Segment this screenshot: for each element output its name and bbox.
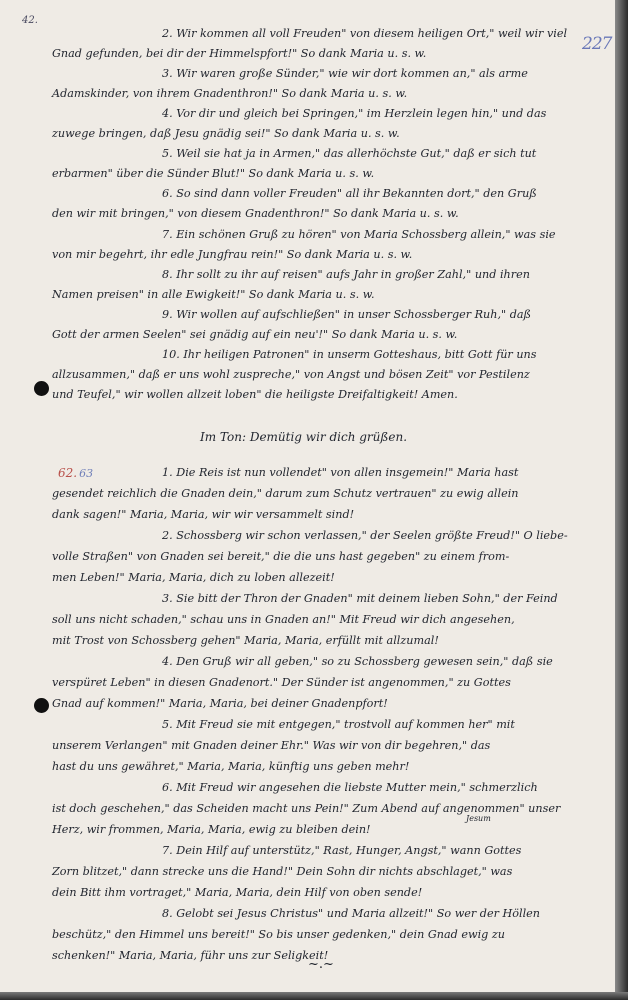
- text-line: Adamskinder, von ihrem Gnadenthron!" So dank Maria u. s. w.: [52, 87, 408, 100]
- text-line: mit Trost von Schossberg gehen" Maria, Maria, erfüllt mit allzumal!: [52, 634, 439, 647]
- corner-reference-number: 42.: [22, 15, 38, 26]
- punch-hole-upper: [34, 381, 49, 396]
- text-line: 1. Die Reis ist nun vollendet" von allen insgemein!" Maria hast: [162, 466, 519, 479]
- text-line: Gnad auf kommen!" Maria, Maria, bei deiner Gnadenpfort!: [52, 697, 388, 710]
- end-flourish: ~.~: [308, 957, 334, 972]
- text-line: 2. Wir kommen all voll Freuden" von diesem heiligen Ort," weil wir viel: [162, 27, 568, 40]
- punch-hole-lower: [34, 698, 49, 713]
- text-line: hast du uns gewähret," Maria, Maria, künftig uns geben mehr!: [52, 760, 410, 773]
- song-heading: Im Ton: Demütig wir dich grüßen.: [200, 430, 408, 444]
- text-line: Namen preisen" in alle Ewigkeit!" So dank Maria u. s. w.: [52, 288, 375, 301]
- text-line: zuwege bringen, daß Jesu gnädig sei!" So dank Maria u. s. w.: [52, 127, 400, 140]
- interlinear-insertion: Jesum: [466, 814, 491, 823]
- text-line: soll uns nicht schaden," schau uns in Gnaden an!" Mit Freud wir dich angesehen,: [52, 613, 515, 626]
- text-line: Gott der armen Seelen" sei gnädig auf ein neu'!" So dank Maria u. s. w.: [52, 328, 458, 341]
- side-number-red: 62.: [58, 466, 78, 480]
- text-line: 6. So sind dann voller Freuden" all ihr Bekannten dort," den Gruß: [162, 187, 537, 200]
- text-line: den wir mit bringen," von diesem Gnadenthron!" So dank Maria u. s. w.: [52, 207, 459, 220]
- text-line: 7. Ein schönen Gruß zu hören" von Maria Schossberg allein," was sie: [162, 228, 556, 241]
- text-line: 5. Mit Freud sie mit entgegen," trostvoll auf kommen her" mit: [162, 718, 515, 731]
- text-line: erbarmen" über die Sünder Blut!" So dank Maria u. s. w.: [52, 167, 375, 180]
- text-line: 3. Wir waren große Sünder," wie wir dort kommen an," als arme: [162, 67, 528, 80]
- text-line: ist doch geschehen," das Scheiden macht uns Pein!" Zum Abend auf angenommen" unser: [52, 802, 561, 815]
- text-line: 4. Vor dir und gleich bei Springen," im Herzlein legen hin," und das: [162, 107, 547, 120]
- text-line: 4. Den Gruß wir all geben," so zu Schossberg gewesen sein," daß sie: [162, 655, 553, 668]
- text-line: Herz, wir frommen, Maria, Maria, ewig zu bleiben dein!: [52, 823, 371, 836]
- text-line: und Teufel," wir wollen allzeit loben" die heiligste Dreifaltigkeit! Amen.: [52, 388, 458, 401]
- text-line: 9. Wir wollen auf aufschließen" in unser Schossberger Ruh," daß: [162, 308, 532, 321]
- text-line: Zorn blitzet," dann strecke uns die Hand!" Dein Sohn dir nichts abschlaget," was: [52, 865, 513, 878]
- text-line: unserem Verlangen" mit Gnaden deiner Ehr." Was wir von dir begehren," das: [52, 739, 491, 752]
- text-line: 8. Ihr sollt zu ihr auf reisen" aufs Jahr in großer Zahl," und ihren: [162, 268, 530, 281]
- text-line: gesendet reichlich die Gnaden dein," darum zum Schutz vertrauen" zu ewig allein: [52, 487, 519, 500]
- text-line: volle Straßen" von Gnaden sei bereit," die die uns hast gegeben" zu einem from-: [52, 550, 510, 563]
- text-line: 8. Gelobt sei Jesus Christus" und Maria allzeit!" So wer der Höllen: [162, 907, 540, 920]
- text-line: dein Bitt ihm vortraget," Maria, Maria, dein Hilf von oben sende!: [52, 886, 423, 899]
- text-line: verspüret Leben" in diesen Gnadenort." Der Sünder ist angenommen," zu Gottes: [52, 676, 511, 689]
- text-line: men Leben!" Maria, Maria, dich zu loben allezeit!: [52, 571, 335, 584]
- text-line: 3. Sie bitt der Thron der Gnaden" mit deinem lieben Sohn," der Feind: [162, 592, 558, 605]
- text-line: schenken!" Maria, Maria, führ uns zur Seligkeit!: [52, 949, 329, 962]
- text-line: 10. Ihr heiligen Patronen" in unserm Gotteshaus, bitt Gott für uns: [162, 348, 537, 361]
- text-line: allzusammen," daß er uns wohl zuspreche," von Angst und bösen Zeit" vor Pestilenz: [52, 368, 530, 381]
- side-number-blue: 63: [79, 467, 94, 480]
- scan-border-bottom: [0, 992, 628, 1000]
- scan-border-right: [615, 0, 628, 1000]
- text-line: 6. Mit Freud wir angesehen die liebste Mutter mein," schmerzlich: [162, 781, 538, 794]
- text-line: 7. Dein Hilf auf unterstütz," Rast, Hunger, Angst," wann Gottes: [162, 844, 522, 857]
- text-line: Gnad gefunden, bei dir der Himmelspfort!" So dank Maria u. s. w.: [52, 47, 427, 60]
- text-line: von mir begehrt, ihr edle Jungfrau rein!" So dank Maria u. s. w.: [52, 248, 413, 261]
- side-numbers: [58, 466, 93, 480]
- text-line: dank sagen!" Maria, Maria, wir wir versammelt sind!: [52, 508, 355, 521]
- folio-number: 227: [582, 34, 612, 54]
- text-line: 2. Schossberg wir schon verlassen," der Seelen größte Freud!" O liebe-: [162, 529, 568, 542]
- text-line: beschütz," den Himmel uns bereit!" So bis unser gedenken," dein Gnad ewig zu: [52, 928, 505, 941]
- text-line: 5. Weil sie hat ja in Armen," das allerhöchste Gut," daß er sich tut: [162, 147, 537, 160]
